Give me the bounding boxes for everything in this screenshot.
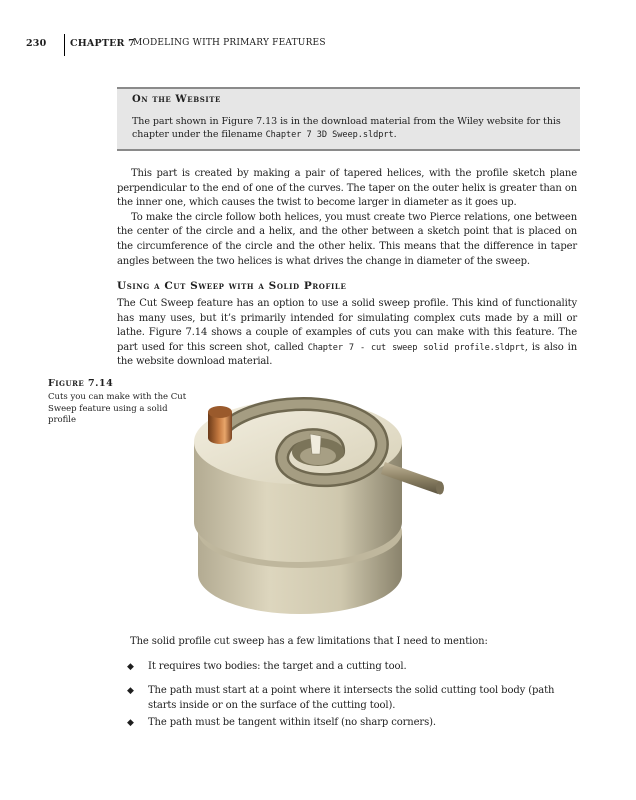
section-text-before: The Cut Sweep feature has an option to use a solid sweep profile. This kind of functionality has many uses, but it’s primarily intended for simulating complex cuts made by a mill or lathe. Figure 7.14 shows a couple of examples of cuts you can make with this feature. The part used for this screen shot, called — [117, 298, 577, 353]
sidebar-text-after: . — [393, 129, 397, 140]
paragraph-helices: This part is created by making a pair of tapered helices, with the profile sketch plane perpendicular to the end of one of the curves. The taper on the outer helix is greater than on the inner one, which causes the twist to become larger in diameter as it goes up. — [117, 168, 577, 209]
limitations-intro: The solid profile cut sweep has a few limitations that I need to mention: — [130, 636, 488, 647]
list-item-text: The path must be tangent within itself (no sharp corners). — [148, 717, 436, 728]
sidebar-text — [132, 115, 572, 142]
copper-cutting-tool — [208, 406, 232, 444]
cut-sweep-part-illustration — [180, 382, 450, 622]
sidebar-title: On the Website — [132, 94, 221, 105]
list-item-text: It requires two bodies: the target and a cutting tool. — [148, 661, 407, 672]
header-divider — [64, 34, 65, 56]
sidebar-filename: Chapter 7 3D Sweep.sldprt — [265, 130, 394, 140]
bullet-diamond-icon: ◆ — [127, 662, 134, 672]
website-sidebar — [117, 87, 580, 151]
section-heading: Using a Cut Sweep with a Solid Profile — [117, 280, 347, 292]
paragraph-cut-sweep — [117, 297, 577, 370]
bullet-diamond-icon: ◆ — [127, 718, 134, 728]
figure-label: Figure 7.14 — [48, 378, 114, 389]
paragraph-pierce-relations: To make the circle follow both helices, you must create two Pierce relations, one between the center of the circle and a helix, and the other between a sketch point that is placed on the circumference of the circle and the other helix. This means that the difference in taper angles between the two helices is what drives the change in diameter of the sweep. — [117, 211, 577, 267]
bullet-diamond-icon: ◆ — [127, 686, 134, 696]
list-item-text: The path must start at a point where it intersects the solid cutting tool body (path starts inside or on the surface of the cutting tool). — [148, 685, 555, 711]
section-text-after: , is also in the website download material. — [117, 341, 577, 368]
figure-caption: Cuts you can make with the Cut Sweep feature using a solid profile — [48, 392, 187, 425]
section-filename: Chapter 7 - cut sweep solid profile.sldprt — [307, 342, 525, 353]
body-text — [117, 167, 577, 269]
chapter-label: CHAPTER 7 — [70, 38, 135, 49]
page-number: 230 — [26, 38, 47, 49]
chapter-title: MODELING WITH PRIMARY FEATURES — [133, 38, 326, 48]
sidebar-text-before: The part shown in Figure 7.13 is in the download material from the Wiley website for this chapter under the filename — [132, 116, 561, 140]
section-body — [117, 297, 577, 370]
